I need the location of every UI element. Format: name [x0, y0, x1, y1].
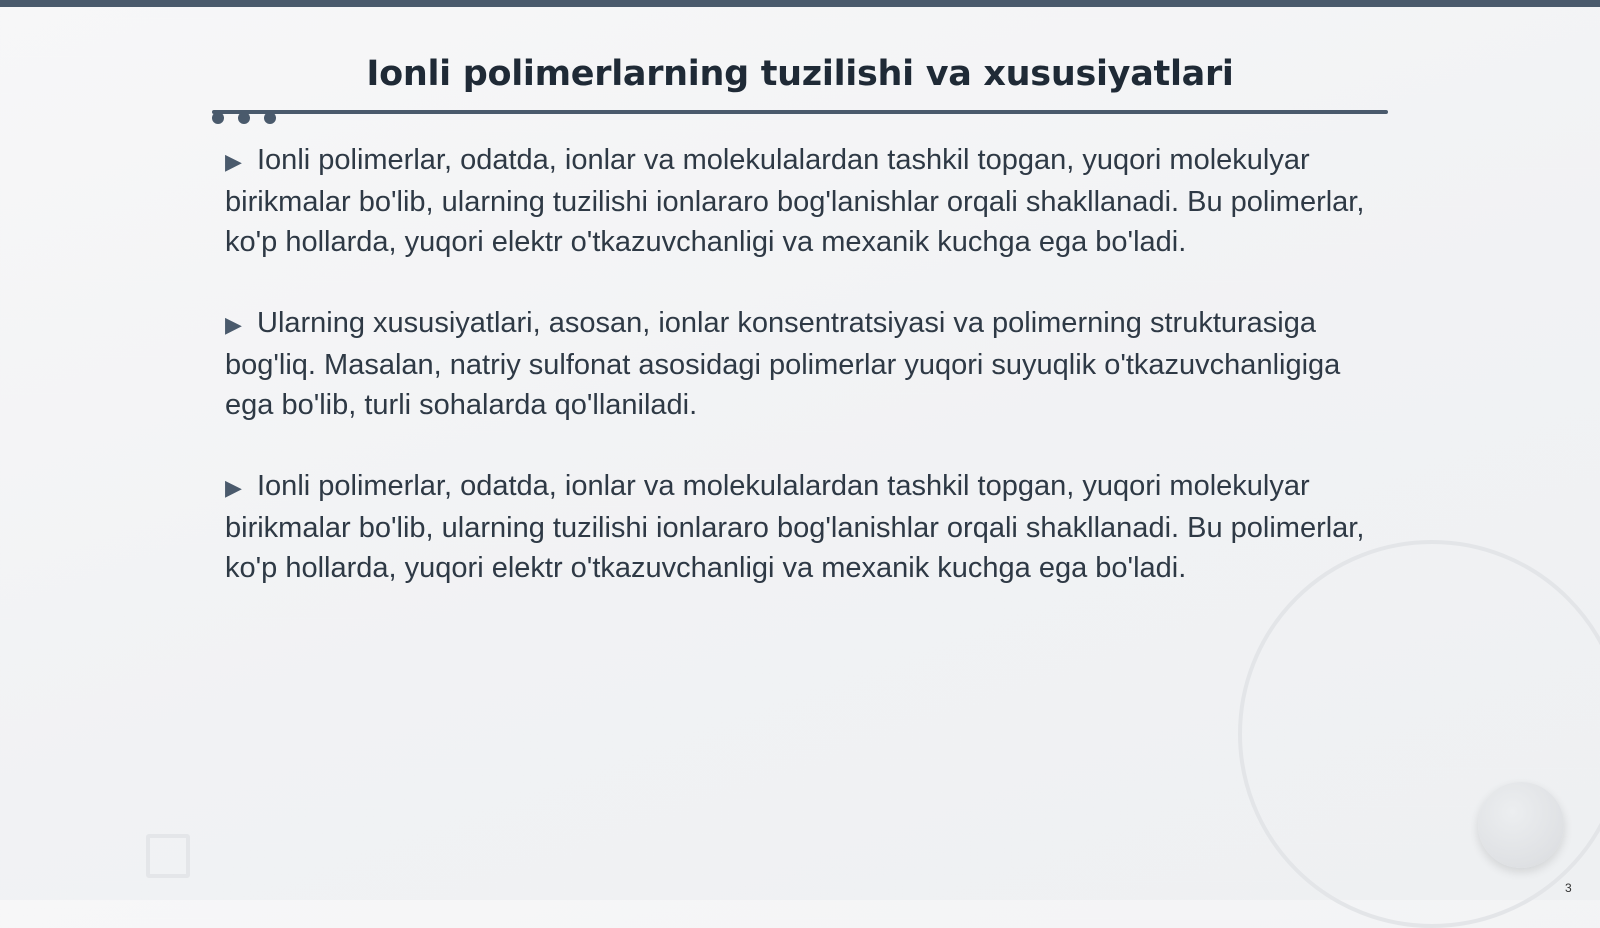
page-number: 3 [1565, 881, 1572, 895]
decorative-sphere [1478, 782, 1564, 868]
bullet-triangle-icon: ▶ [225, 475, 242, 500]
decorative-square [146, 834, 190, 878]
slide-title: Ionli polimerlarning tuzilishi va xususiyatlari [366, 54, 1234, 94]
underline-dot-3 [264, 112, 276, 124]
bullet-paragraph-2 [225, 303, 1385, 425]
slide-body [225, 140, 1385, 629]
bullet-triangle-icon: ▶ [225, 149, 242, 174]
decorative-ring [1238, 540, 1600, 928]
bullet-text: Ularning xususiyatlari, asosan, ionlar konsentratsiyasi va polimerning strukturasiga bog'liq. Masalan, natriy sulfonat asosidagi polimerlar yuqori suyuqlik o'tkazuvchanligiga ega bo'lib, turli sohalarda qo'llaniladi. [225, 307, 1341, 421]
title-underline [212, 110, 1388, 114]
underline-dot-2 [238, 112, 250, 124]
bullet-text: Ionli polimerlar, odatda, ionlar va molekulalardan tashkil topgan, yuqori molekulyar birikmalar bo'lib, ularning tuzilishi ionlararo bog'lanishlar orqali shakllanadi. Bu polimerlar, ko'p hollarda, yuqori elektr o'tkazuvchanligi va mexanik kuchga ega bo'ladi. [225, 470, 1365, 584]
bullet-triangle-icon: ▶ [225, 312, 242, 337]
bullet-paragraph-3 [225, 466, 1385, 588]
top-accent-bar [0, 0, 1600, 7]
bullet-paragraph-1 [225, 140, 1385, 262]
bullet-text: Ionli polimerlar, odatda, ionlar va molekulalardan tashkil topgan, yuqori molekulyar birikmalar bo'lib, ularning tuzilishi ionlararo bog'lanishlar orqali shakllanadi. Bu polimerlar, ko'p hollarda, yuqori elektr o'tkazuvchanligi va mexanik kuchga ega bo'ladi. [225, 144, 1365, 258]
underline-dot-1 [212, 112, 224, 124]
